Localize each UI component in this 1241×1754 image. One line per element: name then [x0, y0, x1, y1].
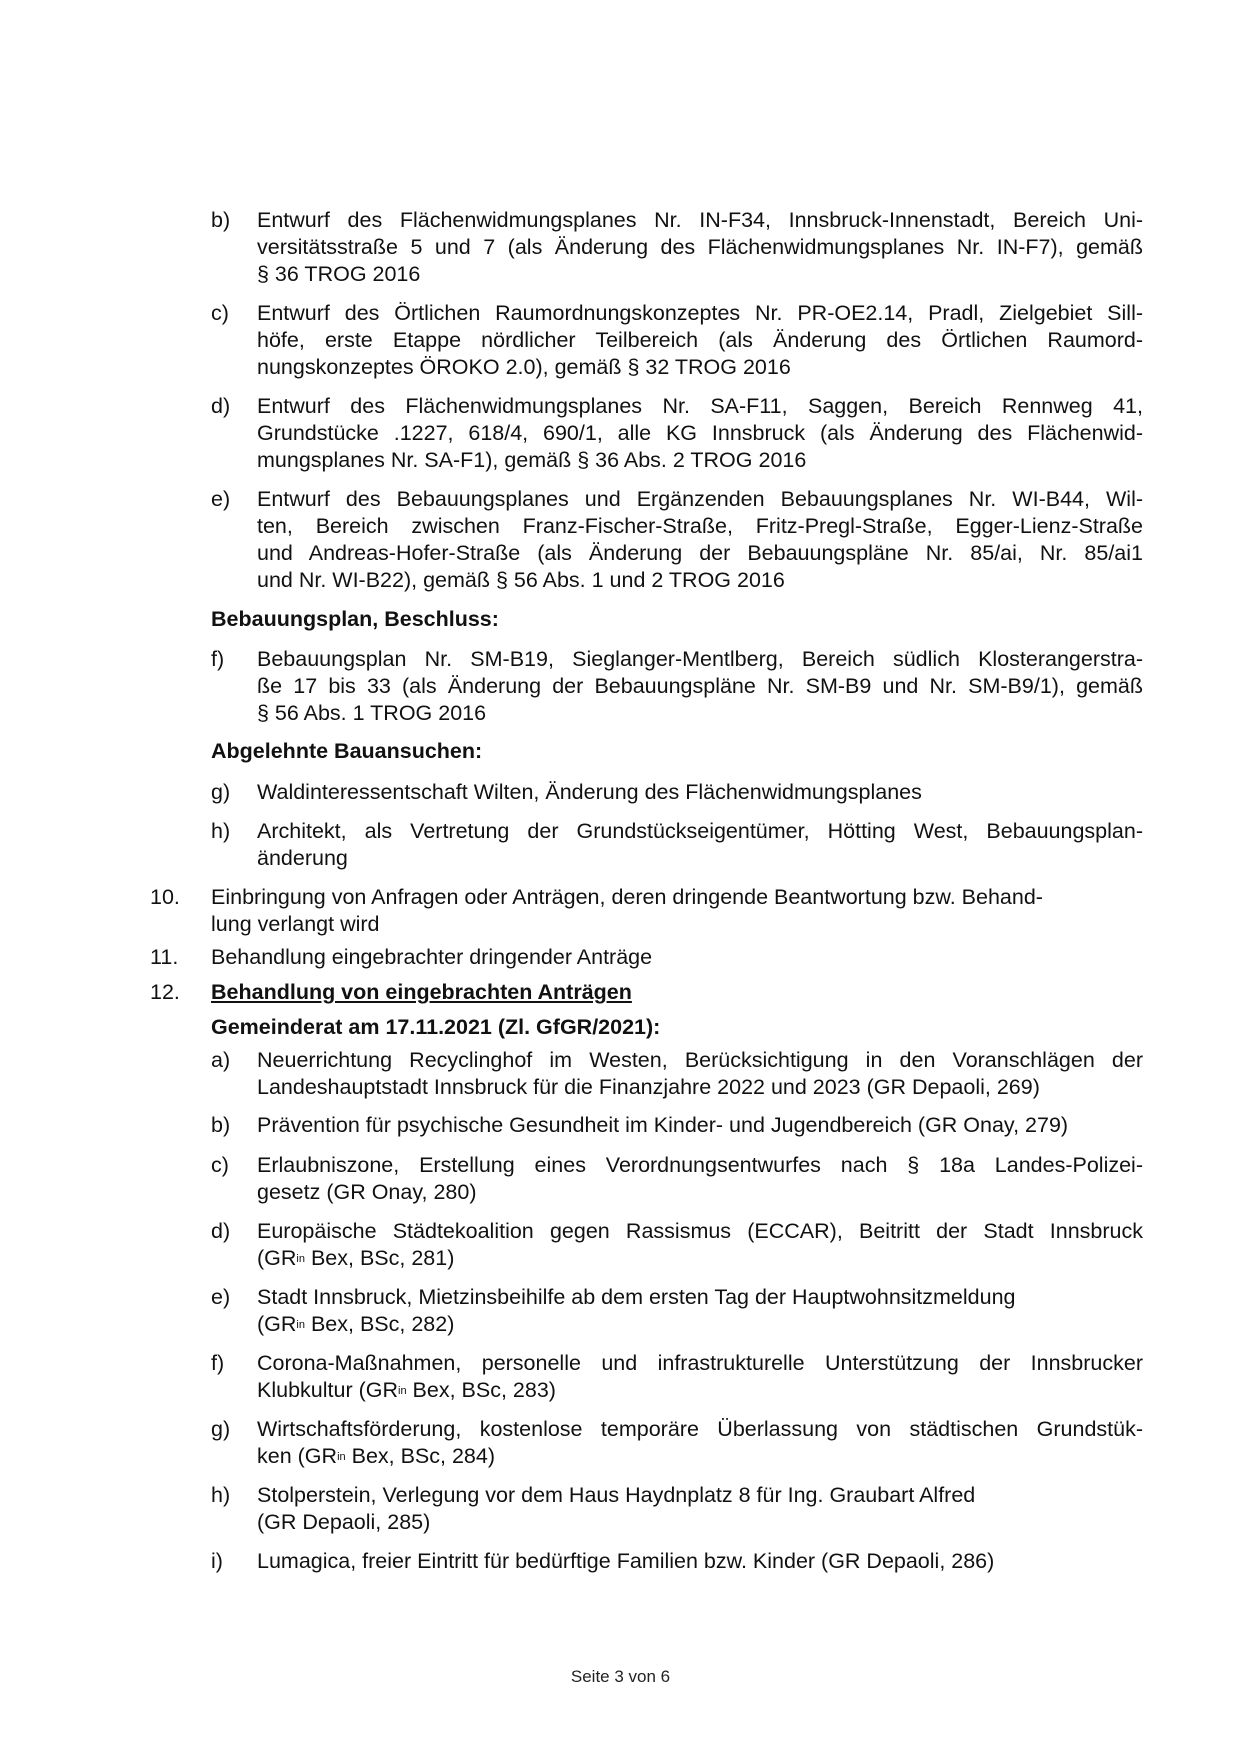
text-line: lung verlangt wird	[211, 912, 380, 936]
item-label: e)	[211, 487, 231, 511]
text-line: § 36 TROG 2016	[257, 262, 421, 286]
item-number: 10.	[150, 885, 180, 909]
text-line: und Andreas-Hofer-Straße (als Änderung der Bebauungspläne Nr. 85/ai, Nr. 85/ai1	[257, 541, 1143, 565]
item-label: h)	[211, 1483, 231, 1507]
item-label: c)	[211, 1153, 229, 1177]
item-text	[257, 1152, 1143, 1206]
text-line: ße 17 bis 33 (als Änderung der Bebauungspläne Nr. SM-B9 und Nr. SM-B9/1), gemäß	[257, 674, 1143, 698]
text-line: Lumagica, freier Eintritt für bedürftige Familien bzw. Kinder (GR Depaoli, 286)	[257, 1549, 995, 1573]
text-line: Corona-Maßnahmen, personelle und infrastrukturelle Unterstützung der Innsbrucker	[257, 1351, 1143, 1375]
text-line: Entwurf des Örtlichen Raumordnungskonzeptes Nr. PR-OE2.14, Pradl, Zielgebiet Sill-	[257, 301, 1143, 325]
text-line: Europäische Städtekoalition gegen Rassismus (ECCAR), Beitritt der Stadt Innsbruck	[257, 1219, 1143, 1243]
text-line: Entwurf des Bebauungsplanes und Ergänzenden Bebauungsplanes Nr. WI-B44, Wil-	[257, 487, 1143, 511]
item-text	[211, 884, 1097, 938]
item-label: h)	[211, 819, 231, 843]
text-line: Grundstücke .1227, 618/4, 690/1, alle KG Innsbruck (als Änderung des Flächenwid-	[257, 421, 1143, 445]
item-label: d)	[211, 394, 231, 418]
text-line: Wirtschaftsförderung, kostenlose temporäre Überlassung von städtischen Grundstük-	[257, 1417, 1143, 1441]
item-label: d)	[211, 1219, 231, 1243]
section-heading: Bebauungsplan, Beschluss:	[211, 607, 499, 631]
item-text	[257, 486, 1143, 594]
superscript: in	[296, 1319, 305, 1331]
text-line: Bebauungsplan Nr. SM-B19, Sieglanger-Mentlberg, Bereich südlich Klosterangerstra-	[257, 647, 1143, 671]
text-line	[257, 1311, 1143, 1338]
section-title: Behandlung von eingebrachten Anträgen	[211, 980, 632, 1004]
item-label: g)	[211, 780, 231, 804]
text-line: ten, Bereich zwischen Franz-Fischer-Straße, Fritz-Pregl-Straße, Egger-Lienz-Straße	[257, 514, 1143, 538]
text-line: Erlaubniszone, Erstellung eines Verordnungsentwurfes nach § 18a Landes-Polizei-	[257, 1153, 1143, 1177]
item-text	[257, 207, 1143, 288]
item-label: i)	[211, 1549, 223, 1573]
text-fragment: Bex, BSc, 283)	[406, 1378, 556, 1402]
superscript: in	[398, 1385, 407, 1397]
text-line	[257, 1443, 1143, 1470]
item-label: b)	[211, 1113, 231, 1137]
section-heading: Abgelehnte Bauansuchen:	[211, 739, 483, 763]
item-label: e)	[211, 1285, 231, 1309]
item-text	[257, 1350, 1143, 1404]
text-fragment: Bex, BSc, 282)	[304, 1312, 455, 1336]
text-line: Neuerrichtung Recyclinghof im Westen, Berücksichtigung in den Voranschlägen der	[257, 1048, 1143, 1072]
text-line: Landeshauptstadt Innsbruck für die Finanzjahre 2022 und 2023 (GR Depaoli, 269)	[257, 1075, 1040, 1099]
text-fragment: ken (GR	[257, 1444, 338, 1468]
item-label: f)	[211, 647, 225, 671]
item-label: b)	[211, 208, 231, 232]
text-line: nungskonzeptes ÖROKO 2.0), gemäß § 32 TROG 2016	[257, 355, 791, 379]
text-line: § 56 Abs. 1 TROG 2016	[257, 701, 487, 725]
text-line: Stolperstein, Verlegung vor dem Haus Haydnplatz 8 für Ing. Graubart Alfred	[257, 1483, 976, 1507]
text-line: Entwurf des Flächenwidmungsplanes Nr. IN-F34, Innsbruck-Innenstadt, Bereich Uni-	[257, 208, 1143, 232]
text-line: (GR Depaoli, 285)	[257, 1510, 431, 1534]
page-number-footer: Seite 3 von 6	[570, 1667, 671, 1686]
text-line: höfe, erste Etappe nördlicher Teilbereich (als Änderung des Örtlichen Raumord-	[257, 328, 1143, 352]
text-line: mungsplanes Nr. SA-F1), gemäß § 36 Abs. 2 TROG 2016	[257, 448, 807, 472]
item-text	[257, 1548, 1143, 1575]
item-text	[257, 1482, 1143, 1536]
item-text	[257, 1112, 1143, 1139]
item-text	[257, 818, 1143, 872]
text-line: Architekt, als Vertretung der Grundstückseigentümer, Hötting West, Bebauungsplan-	[257, 819, 1143, 843]
text-fragment: (GR	[257, 1246, 297, 1270]
text-fragment: Klubkultur (GR	[257, 1378, 398, 1402]
superscript: in	[337, 1451, 346, 1463]
item-text	[257, 300, 1143, 381]
text-line: gesetz (GR Onay, 280)	[257, 1180, 477, 1204]
item-text	[257, 1416, 1143, 1470]
text-line	[257, 1377, 1143, 1404]
text-line: und Nr. WI-B22), gemäß § 56 Abs. 1 und 2 TROG 2016	[257, 568, 785, 592]
item-number: 11.	[150, 945, 179, 969]
item-text	[257, 1218, 1143, 1272]
text-fragment: Bex, BSc, 281)	[304, 1246, 455, 1270]
item-text: Behandlung eingebrachter dringender Anträge	[211, 945, 653, 969]
section-heading: Gemeinderat am 17.11.2021 (Zl. GfGR/2021):	[211, 1015, 661, 1039]
text-line: Prävention für psychische Gesundheit im Kinder- und Jugendbereich (GR Onay, 279)	[257, 1113, 1069, 1137]
text-line: versitätsstraße 5 und 7 (als Änderung des Flächenwidmungsplanes Nr. IN-F7), gemäß	[257, 235, 1143, 259]
text-line	[257, 1245, 1143, 1272]
superscript: in	[296, 1253, 305, 1265]
item-text	[257, 1047, 1143, 1101]
item-label: a)	[211, 1048, 231, 1072]
item-label: f)	[211, 1351, 225, 1375]
item-text	[257, 646, 1143, 727]
item-number: 12.	[150, 980, 180, 1004]
item-label: c)	[211, 301, 229, 325]
text-line: änderung	[257, 846, 348, 870]
text-fragment: Bex, BSc, 284)	[345, 1444, 496, 1468]
text-line: Stadt Innsbruck, Mietzinsbeihilfe ab dem ersten Tag der Hauptwohnsitzmeldung	[257, 1285, 1016, 1309]
text-line: Waldinteressentschaft Wilten, Änderung des Flächenwidmungsplanes	[257, 780, 922, 804]
item-text	[257, 779, 1143, 806]
text-fragment: (GR	[257, 1312, 297, 1336]
text-line: Entwurf des Flächenwidmungsplanes Nr. SA-F11, Saggen, Bereich Rennweg 41,	[257, 394, 1143, 418]
text-line: Einbringung von Anfragen oder Anträgen, deren dringende Beantwortung bzw. Behand-	[211, 885, 1043, 909]
item-text	[257, 393, 1143, 474]
item-text	[257, 1284, 1143, 1338]
item-label: g)	[211, 1417, 231, 1441]
